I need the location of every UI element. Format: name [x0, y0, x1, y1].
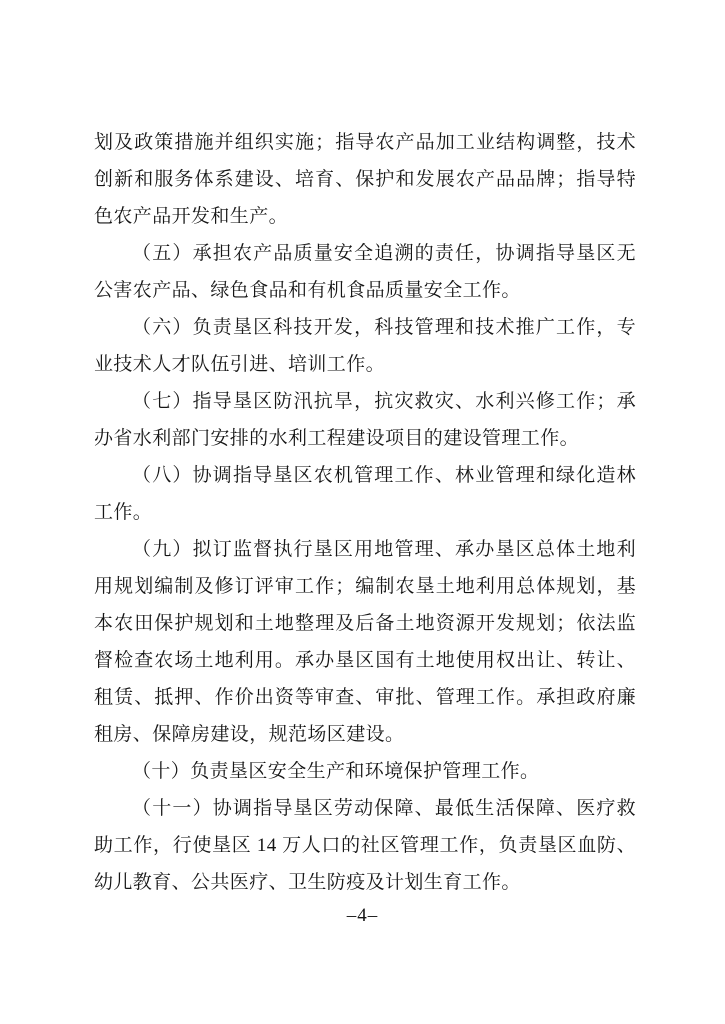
document-paragraph-item-8: （八）协调指导垦区农机管理工作、林业管理和绿化造林工作。: [94, 465, 636, 523]
document-paragraph: 划及政策措施并组织实施；指导农产品加工业结构调整，技术创新和服务体系建设、培育、保护和发展农产品品牌；指导特色农产品开发和生产。: [94, 132, 636, 227]
document-paragraph-item-11: （十一）协调指导垦区劳动保障、最低生活保障、医疗救助工作，行使垦区 14 万人口的社区管理工作，负责垦区血防、幼儿教育、公共医疗、卫生防疫及计划生育工作。: [94, 798, 636, 893]
document-paragraph-item-7: （七）指导垦区防汛抗旱，抗灾救灾、水利兴修工作；承办省水利部门安排的水利工程建设项目的建设管理工作。: [94, 391, 636, 449]
document-paragraph-item-5: （五）承担农产品质量安全追溯的责任，协调指导垦区无公害农产品、绿色食品和有机食品质量安全工作。: [94, 243, 636, 301]
document-paragraph-item-9: （九）拟订监督执行垦区用地管理、承办垦区总体土地利用规划编制及修订评审工作；编制农垦土地利用总体规划，基本农田保护规划和土地整理及后备土地资源开发规划；依法监督检查农场土地利用。承办垦区国有土地使用权出让、转让、租赁、抵押、作价出资等审查、审批、管理工作。承担政府廉租房、保障房建设，规范场区建设。: [94, 539, 636, 745]
document-paragraph-item-6: （六）负责垦区科技开发，科技管理和技术推广工作，专业技术人才队伍引进、培训工作。: [94, 317, 636, 375]
document-paragraph-item-10: （十）负责垦区安全生产和环境保护管理工作。: [132, 761, 540, 782]
page-number: –4–: [346, 905, 379, 926]
document-body: [94, 124, 636, 901]
